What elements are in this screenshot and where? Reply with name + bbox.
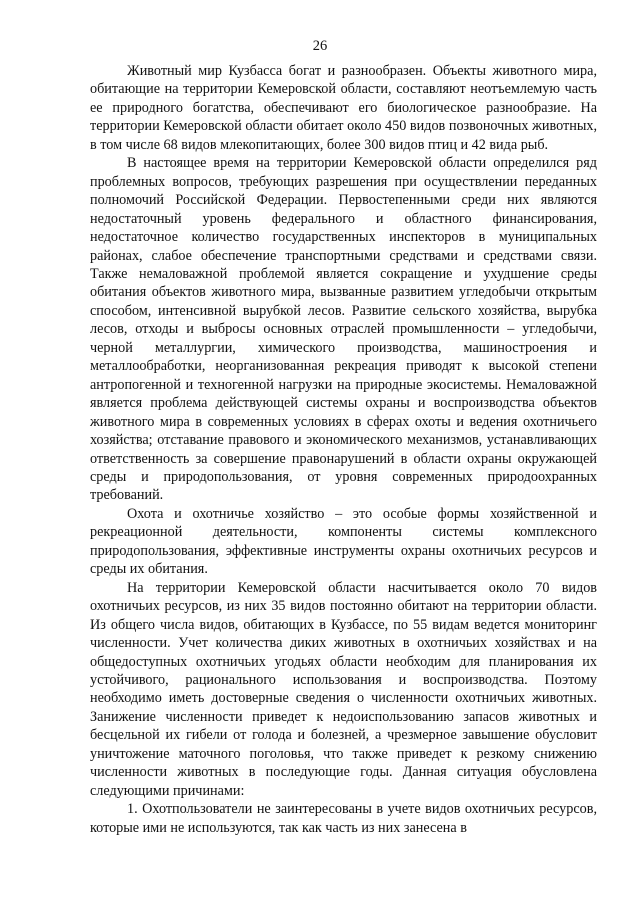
paragraph-hunting-resources: На территории Кемеровской области насчитывается около 70 видов охотничьих ресурсов, из них 35 видов постоянно обитают на территории области. Из общего числа видов, обитающих в Кузбассе, по 55 видам ведется мониторинг численности. Учет количества диких животных в охотничьих хозяйствах и на общедоступных охотничьих угодьях области необходим для планирования их устойчивого, рационального использования и воспроизводства. Поэтому необходимо иметь достоверные сведения о численности охотничьих животных. Занижение численности приведет к недоиспользованию запасов животных и бесцельной их гибели от голода и болезней, а чрезмерное завышение обусловит уничтожение маточного поголовья, что также приведет к резкому снижению численности животных в последующие годы. Данная ситуация обусловлена следующими причинами: [90, 579, 597, 799]
paragraph-reason-1: 1. Охотпользователи не заинтересованы в учете видов охотничьих ресурсов, которые ими не используются, так как часть из них занесена в [90, 801, 597, 836]
page-number: 26 [312, 38, 328, 54]
paragraph-fauna-overview: Животный мир Кузбасса богат и разнообразен. Объекты животного мира, обитающие на территории Кемеровской области, составляют неотъемлемую часть ее природного богатства, обеспечивают его биологическое разнообразие. На территории Кемеровской области обитает около 450 видов позвоночных животных, в том числе 68 видов млекопитающих, более 300 видов птиц и 42 вида рыб. [90, 63, 597, 153]
document-body [90, 62, 597, 837]
paragraph-problems: В настоящее время на территории Кемеровской области определился ряд проблемных вопросов, требующих разрешения при осуществлении переданных полномочий Российской Федерации. Первостепенными среди них являются недостаточный уровень федерального и областного финансирования, недостаточное количество государственных инспекторов в муниципальных районах, слабое обеспечение транспортными средствами и средствами связи. Также немаловажной проблемой является сокращение и ухудшение среды обитания объектов животного мира, вызванные развитием угледобычи открытым способом, интенсивной вырубкой лесов. Развитие сельского хозяйства, вырубка лесов, отходы и выбросы основных отраслей промышленности – угледобычи, черной металлургии, химического производства, машиностроения и металлообработки, неорганизованная рекреация приводят к высокой степени антропогенной и техногенной нагрузки на природные экосистемы. Немаловажной является проблема действующей системы охраны и воспроизводства объектов животного мира в современных условиях в сферах охоты и ведения охотничьего хозяйства; отставание правового и экономического механизмов, устанавливающих ответственность за совершение правонарушений в области охраны окружающей среды и природопользования, от уровня современных природоохранных требований. [90, 155, 597, 504]
paragraph-hunting: Охота и охотничье хозяйство – это особые формы хозяйственной и рекреационной деятельности, компоненты системы комплексного природопользования, эффективные инструменты охраны охотничьих ресурсов и среды их обитания. [90, 505, 597, 578]
